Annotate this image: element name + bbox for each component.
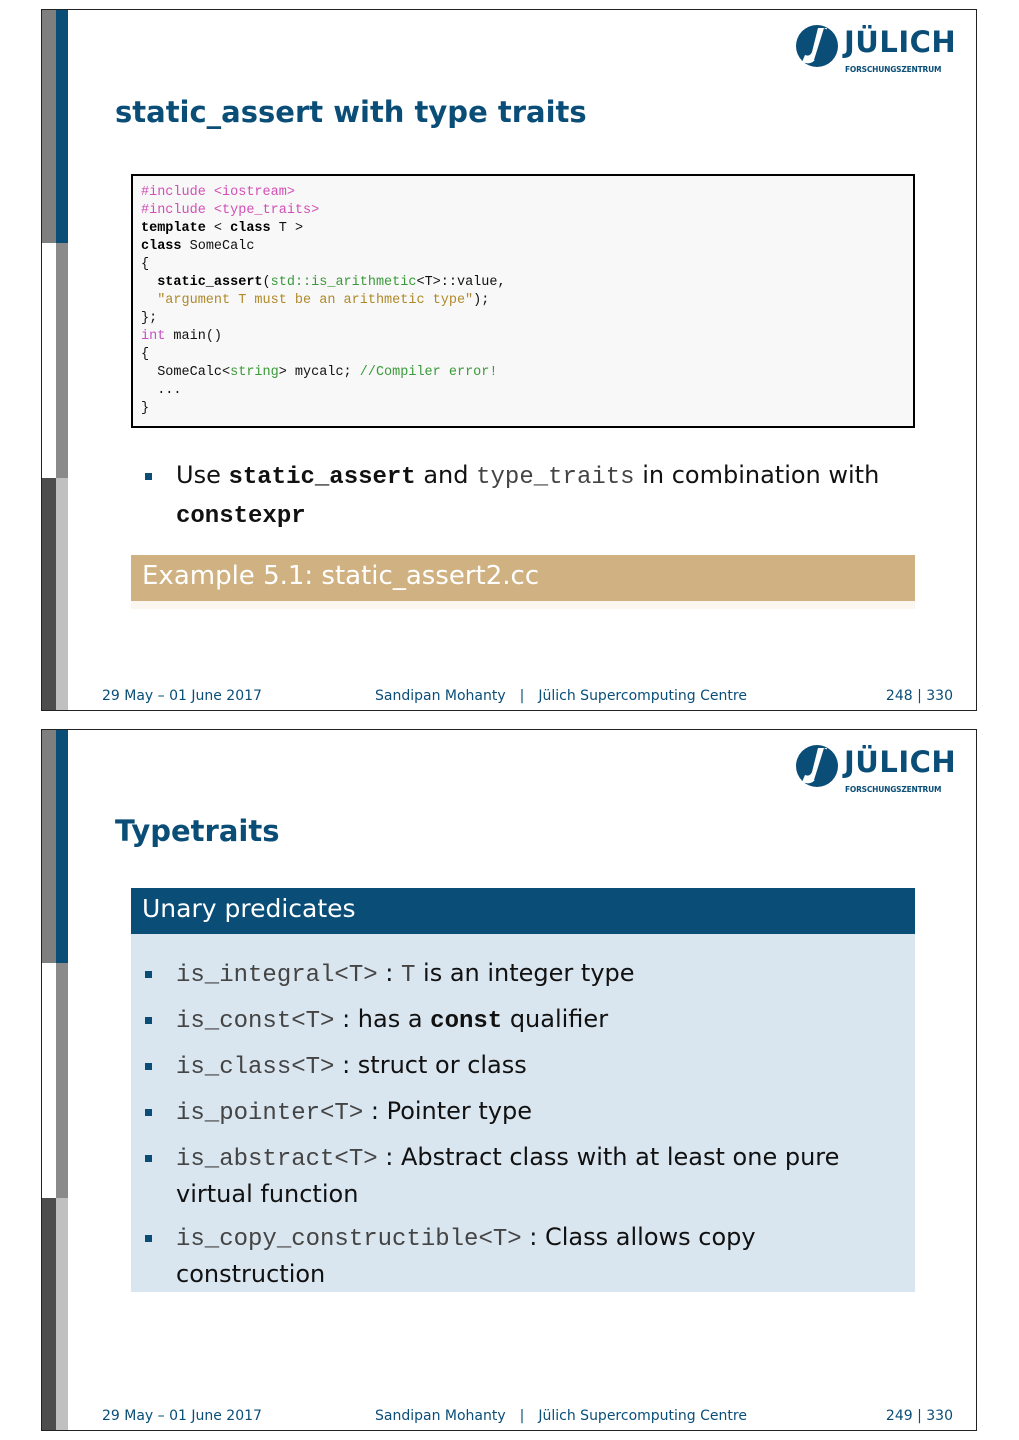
footer-page: 249 | 330 <box>885 1408 953 1424</box>
code-keyword: template <box>141 221 206 236</box>
code-line: { <box>141 257 150 272</box>
item-sep: : <box>334 1005 358 1033</box>
bullet-list <box>144 457 944 535</box>
code-text: ); <box>473 293 490 308</box>
code-line: } <box>141 401 150 416</box>
footer-center <box>375 1408 747 1424</box>
item-text: has a <box>357 1005 431 1033</box>
logo-name: JÜLICH <box>844 25 957 59</box>
list-item <box>144 1048 884 1085</box>
item-code: is_class<T> <box>176 1054 335 1081</box>
code-text: > mycalc; <box>278 365 360 380</box>
slide-249 <box>41 729 977 1431</box>
footer-org: Jülich Supercomputing Centre <box>538 688 747 704</box>
juelich-emblem-icon <box>794 22 840 68</box>
item-code: T <box>400 962 416 989</box>
code-text: main() <box>165 329 223 344</box>
bullet-text: and <box>415 461 477 489</box>
code-text: SomeCalc< <box>157 365 231 380</box>
page-number: 249 <box>885 1408 913 1424</box>
code-function: static_assert <box>157 275 263 290</box>
logo-name: JÜLICH <box>844 745 957 779</box>
footer-page: 248 | 330 <box>885 688 953 704</box>
predicate-list <box>144 956 884 1300</box>
footer-date: 29 May – 01 June 2017 <box>102 688 262 704</box>
slide-title: Typetraits <box>115 814 280 848</box>
slide-sidebar <box>42 730 68 1430</box>
footer-center <box>375 688 747 704</box>
code-type: int <box>141 329 166 344</box>
item-text: Class allows copy construction <box>176 1223 756 1288</box>
code-text: SomeCalc <box>181 239 255 254</box>
juelich-logo <box>794 742 957 796</box>
code-line: #include <type_traits> <box>141 203 320 218</box>
item-text: is an integer type <box>415 959 635 987</box>
item-sep: : <box>334 1051 358 1079</box>
item-code: is_pointer<T> <box>176 1100 364 1127</box>
slide-248 <box>41 9 977 711</box>
list-item <box>144 1094 884 1131</box>
code-line: #include <iostream> <box>141 185 295 200</box>
code-namespace: std::is_arithmetic <box>270 275 417 290</box>
item-sep: : <box>363 1097 387 1125</box>
code-line: { <box>141 347 150 362</box>
list-item <box>144 956 884 993</box>
logo-subtitle: FORSCHUNGSZENTRUM <box>845 65 942 74</box>
slide-sidebar <box>42 10 68 710</box>
code-string: "argument T must be an arithmetic type" <box>157 293 474 308</box>
slide-title: static_assert with type traits <box>115 95 587 129</box>
code-line: }; <box>141 311 158 326</box>
example-title: Example 5.1: static_assert2.cc <box>131 555 915 601</box>
footer-author: Sandipan Mohanty <box>375 1408 506 1424</box>
bullet-code: constexpr <box>176 503 306 530</box>
item-code: is_copy_constructible<T> <box>176 1226 522 1253</box>
code-keyword: class <box>141 239 182 254</box>
bullet-code: type_traits <box>476 464 635 491</box>
footer-date: 29 May – 01 June 2017 <box>102 1408 262 1424</box>
code-text: T > <box>270 221 304 236</box>
item-sep: : <box>377 959 401 987</box>
item-text: struct or class <box>357 1051 527 1079</box>
code-comment: //Compiler error! <box>359 365 498 380</box>
item-code: const <box>430 1008 503 1035</box>
item-sep: : <box>521 1223 545 1251</box>
item-sep: : <box>377 1143 401 1171</box>
bullet-text: in combination with <box>634 461 880 489</box>
code-text: < <box>205 221 231 236</box>
footer-separator: | <box>519 688 525 704</box>
block-title: Unary predicates <box>131 888 915 934</box>
code-text: ( <box>262 275 271 290</box>
code-type: string <box>230 365 279 380</box>
item-code: is_integral<T> <box>176 962 378 989</box>
code-listing <box>131 174 915 428</box>
item-text: qualifier <box>502 1005 609 1033</box>
example-body <box>131 601 915 609</box>
footer-separator: | <box>519 1408 525 1424</box>
footer-org: Jülich Supercomputing Centre <box>538 1408 747 1424</box>
bullet-text: Use <box>176 461 229 489</box>
footer-author: Sandipan Mohanty <box>375 688 506 704</box>
list-item <box>144 1140 884 1211</box>
logo-subtitle: FORSCHUNGSZENTRUM <box>845 785 942 794</box>
item-text: Abstract class with at least one pure virtual function <box>176 1143 840 1208</box>
juelich-emblem-icon <box>794 742 840 788</box>
page-total: 330 <box>926 1408 953 1424</box>
code-keyword: class <box>230 221 271 236</box>
page-total: 330 <box>926 688 953 704</box>
code-text: ... <box>157 383 182 398</box>
item-code: is_const<T> <box>176 1008 335 1035</box>
page-number: 248 <box>885 688 913 704</box>
list-item <box>144 1220 884 1291</box>
juelich-logo <box>794 22 957 76</box>
bullet-code: static_assert <box>228 464 416 491</box>
list-item <box>144 1002 884 1039</box>
item-code: is_abstract<T> <box>176 1146 378 1173</box>
item-text: Pointer type <box>386 1097 533 1125</box>
code-text: <T>::value, <box>416 275 506 290</box>
bullet-item <box>144 457 944 535</box>
